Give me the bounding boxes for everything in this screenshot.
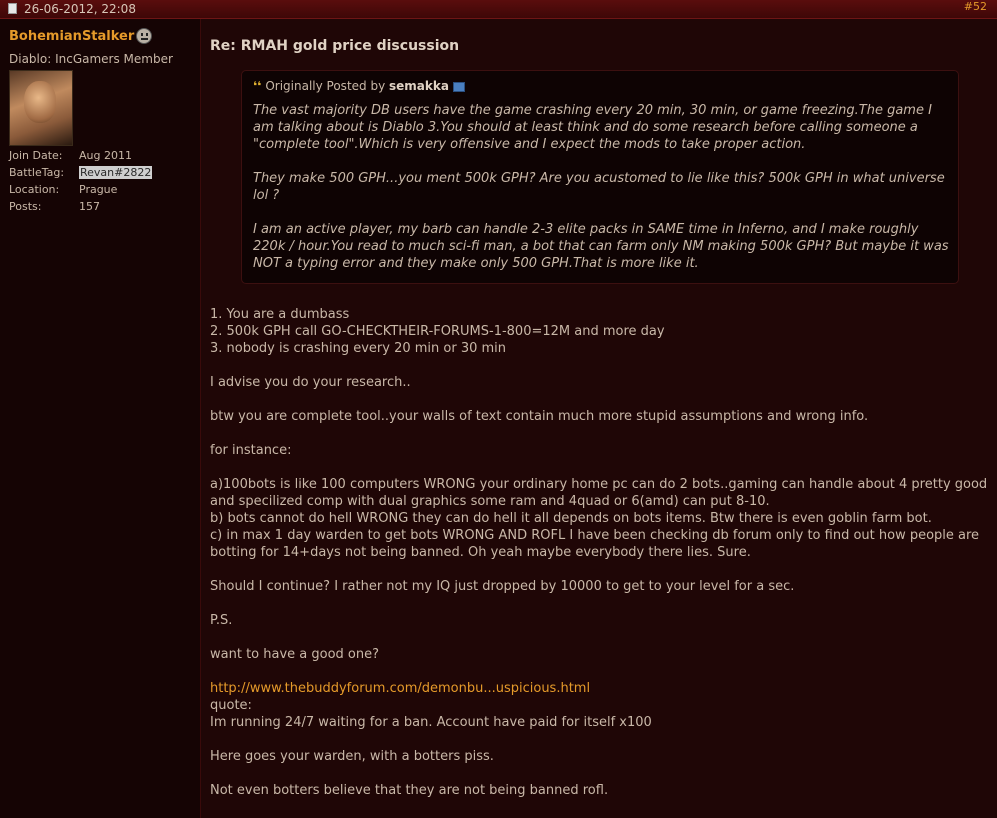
body-paragraph: I advise you do your research..: [210, 375, 411, 390]
quote-paragraph: They make 500 GPH...you ment 500k GPH? Are you acustomed to lie like this? 500k GPH in what universe lol ?: [253, 171, 945, 203]
quote-marks-icon: ❛❛: [253, 79, 262, 93]
quote-block: [241, 70, 959, 284]
view-post-icon[interactable]: [453, 82, 465, 92]
user-sidebar: [0, 19, 201, 818]
stat-posts: Posts: 157: [9, 200, 100, 213]
quote-paragraph: I am an active player, my barb can handle 2-3 elite packs in SAME time in Inferno, and I make roughly 220k / hour.You read to much sci-fi man, a bot that can farm only NM making 500k GPH? But maybe it was NOT a typing error and they make only 500 GPH.That is more like it.: [253, 222, 949, 271]
post-number-link[interactable]: #52: [963, 0, 987, 13]
stat-location: Location: Prague: [9, 183, 118, 196]
body-paragraph: Not even botters believe that they are not being banned rofl.: [210, 783, 609, 798]
stat-battletag: BattleTag: Revan#2822: [9, 166, 152, 179]
inline-quote-label: quote:: [210, 698, 252, 713]
body-paragraph: btw you are complete tool..your walls of text contain much more stupid assumptions and wrong info.: [210, 409, 869, 424]
quote-author: semakka: [389, 79, 449, 93]
post-header-bar: [0, 0, 997, 19]
post-body: [210, 306, 990, 816]
body-paragraph: Should I continue? I rather not my IQ just dropped by 10000 to get to your level for a sec.: [210, 579, 795, 594]
quote-paragraph: The vast majority DB users have the game crashing every 20 min, 30 min, or game freezing.The game I am talking about is Diablo 3.You should at least think and do some research before calling someone a "complete tool".Which is very offensive and I expect the mods to take proper action.: [253, 103, 932, 152]
body-paragraph: P.S.: [210, 613, 233, 628]
stat-join-date: Join Date: Aug 2011: [9, 149, 132, 162]
mood-smiley-icon: [136, 28, 152, 44]
external-link[interactable]: http://www.thebuddyforum.com/demonbu...uspicious.html: [210, 681, 591, 696]
user-stats: [9, 149, 189, 217]
post-title: Re: RMAH gold price discussion: [210, 38, 460, 54]
username-link[interactable]: BohemianStalker: [9, 29, 135, 44]
post-icon: [8, 3, 17, 14]
inline-quote-text: Im running 24/7 waiting for a ban. Account have paid for itself x100: [210, 715, 652, 730]
battletag-value: Revan#2822: [80, 166, 152, 179]
post-content: [201, 19, 997, 818]
link-block: [210, 680, 990, 731]
quote-body: [253, 102, 953, 289]
points-list: a)100bots is like 100 computers WRONG your ordinary home pc can do 2 bots..gaming can handle about 4 pretty good and specilized comp with dual graphics some ram and 4quad or 6(amd) can put 8-10. b) bots cannot do hell WRONG they can do hell it all depends on bots items. Btw there is even goblin farm bot. c) in max 1 day warden to get bots WRONG AND ROFL I have been checking db forum only to find out how people are botting for 14+days not being banned. Oh yeah maybe everybody there lies. Sure.: [210, 477, 988, 560]
numbered-list: 1. You are a dumbass 2. 500k GPH call GO-CHECKTHEIR-FORUMS-1-800=12M and more day 3. nobody is crashing every 20 min or 30 min: [210, 307, 665, 356]
user-title: Diablo: IncGamers Member: [9, 52, 173, 66]
post-date: 26-06-2012, 22:08: [24, 2, 136, 16]
body-paragraph: want to have a good one?: [210, 647, 380, 662]
body-paragraph: Here goes your warden, with a botters piss.: [210, 749, 494, 764]
avatar[interactable]: [9, 70, 73, 146]
quote-header: ❛❛ Originally Posted by semakka: [253, 79, 465, 93]
body-paragraph: for instance:: [210, 443, 292, 458]
